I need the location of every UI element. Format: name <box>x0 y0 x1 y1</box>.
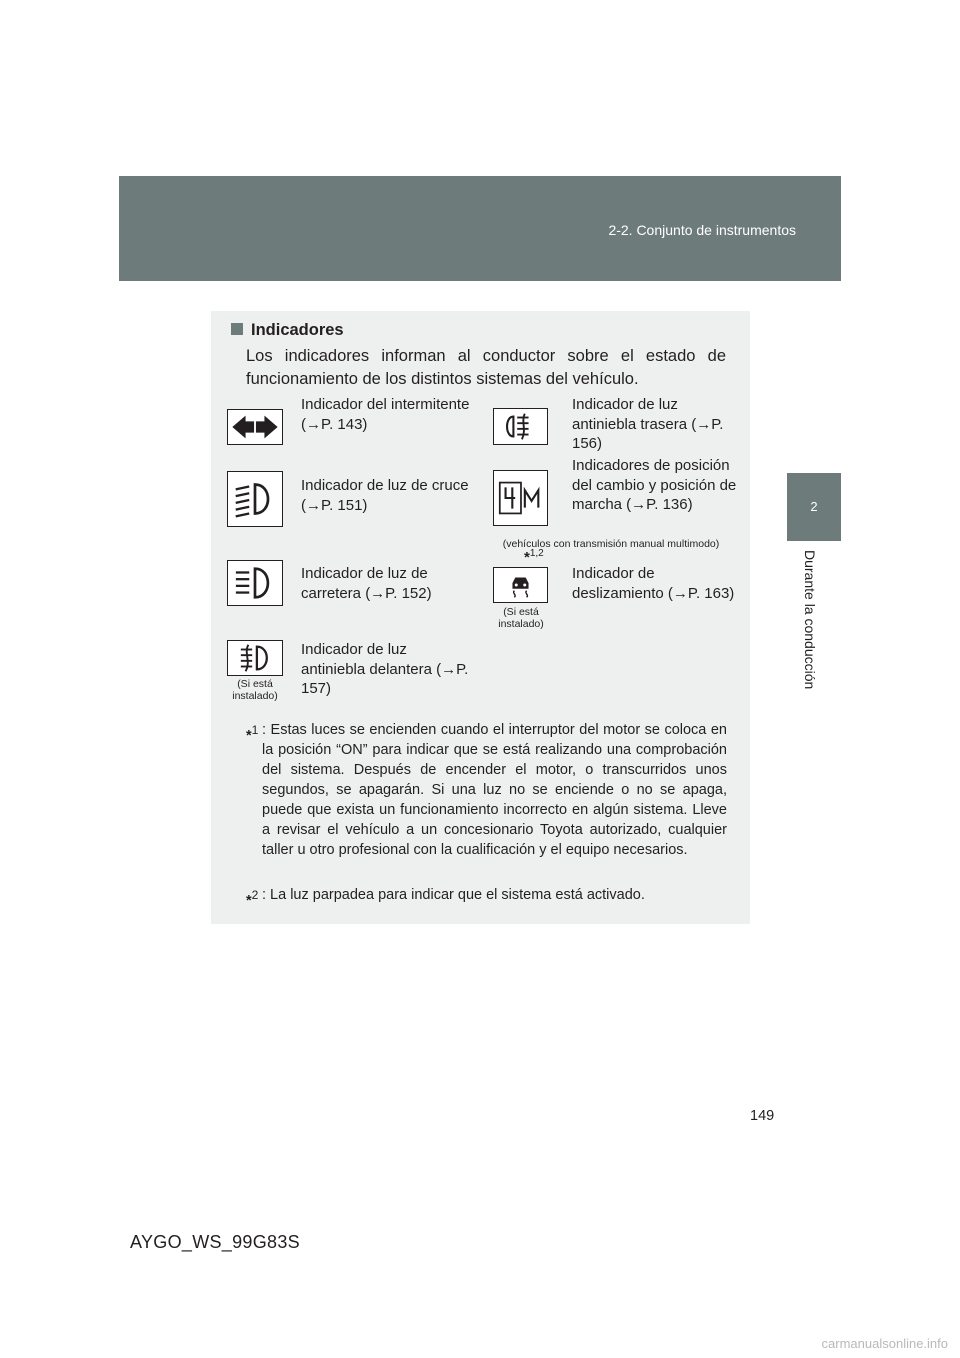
rear-fog-light-icon <box>493 408 548 445</box>
header-band <box>119 176 841 281</box>
section-heading <box>231 321 344 340</box>
intro-paragraph: Los indicadores informan al conductor sobre el estado de funcionamiento de los distintos sistemas del vehículo. <box>246 347 726 388</box>
low-beam-icon <box>227 471 283 527</box>
indicators-panel <box>211 311 750 924</box>
section-title: 2-2. Conjunto de instrumentos <box>608 222 796 238</box>
front-fog-light-note: (Si está instalado) <box>232 678 278 702</box>
front-fog-light-label: Indicador de luz antiniebla delantera (→P. 157) <box>301 641 469 697</box>
slip-indicator-marker: *$^{1,2}$ <box>524 548 544 566</box>
rear-fog-light-label: Indicador de luz antiniebla trasera (→P. 156) <box>572 396 724 452</box>
slip-indicator-note: (Si está instalado) <box>498 606 544 630</box>
footnote-2-marker: *$^2$ <box>246 888 259 909</box>
shift-position-note: (vehículos con transmisión manual multimodo) <box>502 538 720 550</box>
high-beam-label: Indicador de luz de carretera (→P. 152) <box>301 565 432 602</box>
front-fog-light-icon <box>227 640 283 676</box>
slip-indicator-icon <box>493 567 548 603</box>
page-number: 149 <box>750 1108 775 1124</box>
low-beam-label: Indicador de luz de cruce (→P. 151) <box>301 477 469 514</box>
square-bullet-icon <box>231 323 243 335</box>
chapter-number: 2 <box>810 499 818 514</box>
turn-signal-icon <box>227 409 283 445</box>
watermark: carmanualsonline.info <box>821 1336 948 1351</box>
shift-position-icon <box>493 470 548 526</box>
chapter-label: Durante la conducción <box>802 550 818 690</box>
slip-indicator-label: Indicador de deslizamiento (→P. 163) <box>572 565 735 602</box>
document-code: AYGO_WS_99G83S <box>130 1232 300 1252</box>
footnote-2-text: : La luz parpadea para indicar que el sistema está activado. <box>262 887 645 903</box>
shift-position-label: Indicadores de posición del cambio y posición de marcha (→P. 136) <box>572 457 737 513</box>
chapter-tab[interactable] <box>787 473 841 541</box>
footnote-1 <box>246 720 727 860</box>
high-beam-icon <box>227 560 283 606</box>
footnote-2 <box>246 885 727 909</box>
footnote-1-text: : Estas luces se encienden cuando el interruptor del motor se coloca en la posición “ON” para indicar que se está realizando una comprobación del sistema. Después de encender el motor, o transcurridos unos segundos, se apagarán. Si una luz no se enciende o no se apaga, puede que exista un funcionamiento incorrecto en algún sistema. Lleve a revisar el vehículo a un concesionario Toyota autorizado, cualquier taller u otro profesional con la cualificación y el equipo necesarios. <box>262 722 727 858</box>
turn-signal-label: Indicador del intermitente (→P. 143) <box>301 396 470 433</box>
section-heading-text: Indicadores <box>251 321 344 339</box>
footnote-1-marker: *$^1$ <box>246 723 259 744</box>
